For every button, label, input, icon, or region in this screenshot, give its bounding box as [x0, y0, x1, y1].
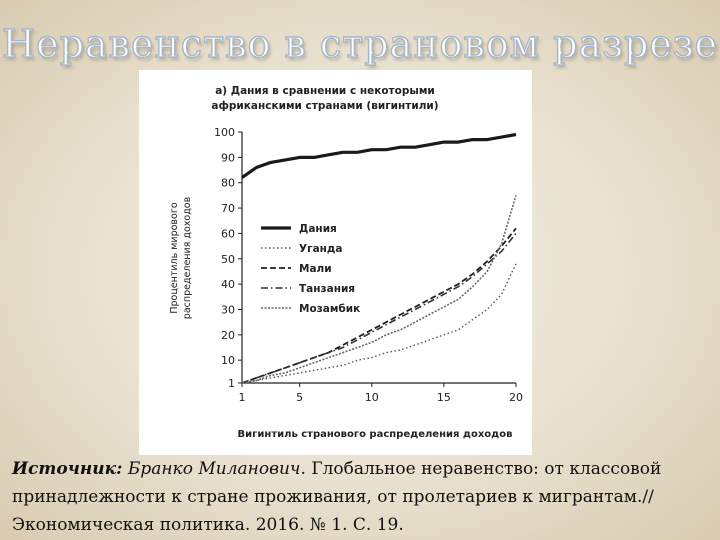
source-author: Бранко Миланович. [127, 459, 306, 479]
y-tick-label: 20 [221, 328, 235, 342]
y-tick-label: 60 [221, 227, 235, 241]
legend [261, 223, 360, 315]
x-tick-label: 20 [509, 391, 523, 404]
chart-title-line2: африканскими странами (вигинтили) [211, 100, 439, 112]
y-tick-label: 100 [214, 126, 235, 139]
series-lines [242, 135, 516, 384]
y-tick-label: 1 [228, 377, 235, 390]
legend-label: Дания [299, 223, 337, 235]
line-chart [139, 70, 532, 455]
x-tick-label: 10 [364, 391, 379, 404]
series-line [242, 135, 516, 178]
legend-label: Мозамбик [299, 303, 361, 315]
y-tick-label: 30 [221, 303, 235, 317]
x-tick-label: 1 [238, 391, 246, 404]
slide-title: Неравенство в страновом разрезе [1, 22, 719, 66]
legend-label: Танзания [299, 283, 356, 295]
source-text: Глобальное неравенство: от классовой принадлежности к стране проживания, от пролетариев к мигрантам.// Экономическая политика. 2016. № 1. С. 19. [12, 459, 662, 535]
x-tick-label: 15 [436, 391, 451, 404]
y-axis-label-line1: Процентиль мирового [169, 202, 180, 314]
x-tick-label: 5 [296, 391, 304, 404]
legend-label: Уганда [299, 243, 343, 255]
y-tick-label: 70 [221, 202, 235, 216]
y-axis-label-line2: распределения доходов [182, 196, 193, 320]
y-tick-label: 50 [221, 252, 235, 266]
x-axis-label: Вигинтиль странового распределения доходов [237, 429, 513, 440]
y-tick-label: 10 [221, 354, 235, 368]
source-citation [12, 455, 712, 539]
y-tick-label: 40 [221, 278, 235, 292]
source-label: Источник: [12, 459, 123, 479]
series-line [242, 228, 516, 383]
chart-title-line1: а) Дания в сравнении с некоторыми [215, 85, 435, 97]
y-tick-label: 90 [221, 151, 235, 165]
y-tick-label: 80 [221, 176, 235, 190]
chart-figure [139, 70, 532, 455]
legend-label: Мали [299, 263, 332, 275]
series-line [242, 264, 516, 383]
